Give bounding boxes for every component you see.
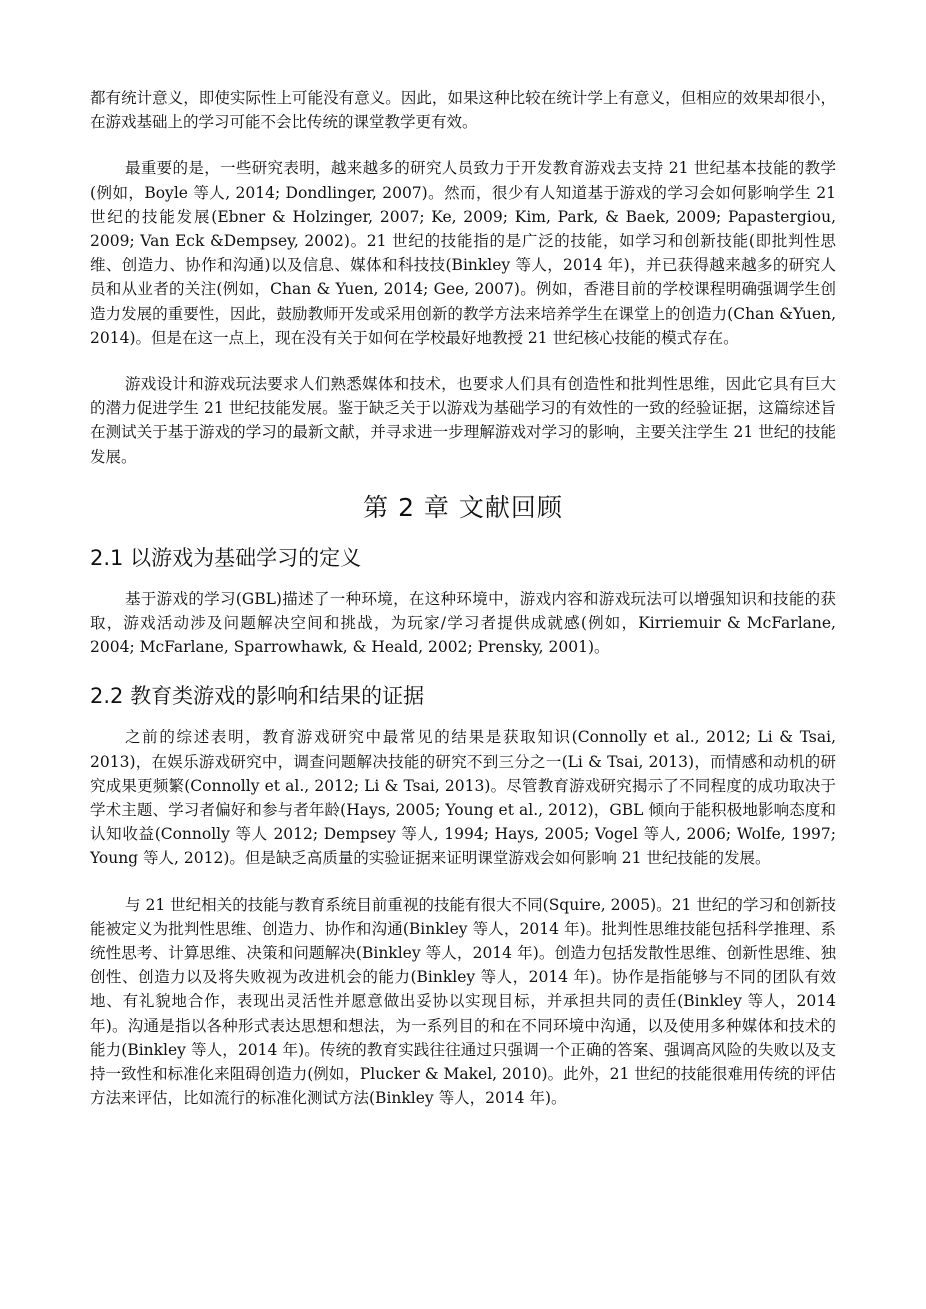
paragraph-prior-reviews: 之前的综述表明，教育游戏研究中最常见的结果是获取知识(Connolly et al., 2012; Li & Tsai, 2013)，在娱乐游戏研究中，调查问题解决技能的研究不到三分之一(Li & Tsai, 2013)，而情感和动机的研究成果更频繁(Connolly et al., 2012; Li & Tsai, 2013)。尽管教育游戏研究揭示了不同程度的成功取决于学术主题、学习者偏好和参与者年龄(Hays, 2005; Young et al., 2012)，GBL 倾向于能积极地影响态度和认知收益(Connolly 等人 2012; Dempsey 等人, 1994; Hays, 2005; Vogel 等人, 2006; Wolfe, 1997; Young 等人, 2012)。但是缺乏高质量的实验证据来证明课堂游戏会如何影响 21 世纪技能的发展。 — [90, 728, 836, 868]
section-heading-2-1: 2.1 以游戏为基础学习的定义 — [90, 545, 362, 570]
document-page — [90, 86, 836, 1111]
paragraph-21st-century-skills: 最重要的是，一些研究表明，越来越多的研究人员致力于开发教育游戏去支持 21 世纪基本技能的教学(例如，Boyle 等人, 2014; Dondlinger, 2007)。然而，很少有人知道基于游戏的学习会如何影响学生 21 世纪的技能发展(Ebner & Holzinger, 2007; Ke, 2009; Kim, Park, & Baek, 2009; Papastergiou, 2009; Van Eck &Dempsey, 2002)。21 世纪的技能指的是广泛的技能，如学习和创新技能(即批判性思维、创造力、协作和沟通)以及信息、媒体和科技技(Binkley 等人，2014 年)，并已获得越来越多的研究人员和从业者的关注(例如，Chan & Yuen, 2014; Gee, 2007)。例如，香港目前的学校课程明确强调学生创造力发展的重要性，因此，鼓励教师开发或采用创新的教学方法来培养学生在课堂上的创造力(Chan &Yuen, 2014)。但是在这一点上，现在没有关于如何在学校最好地教授 21 世纪核心技能的模式存在。 — [90, 159, 836, 347]
continued-paragraph: 都有统计意义，即使实际性上可能没有意义。因此，如果这种比较在统计学上有意义，但相应的效果却很小，在游戏基础上的学习可能不会比传统的课堂教学更有效。 — [90, 89, 836, 132]
paragraph-gbl-definition: 基于游戏的学习(GBL)描述了一种环境，在这种环境中，游戏内容和游戏玩法可以增强知识和技能的获取，游戏活动涉及问题解决空间和挑战，为玩家/学习者提供成就感(例如，Kirriemuir & McFarlane, 2004; McFarlane, Sparrowhawk, & Heald, 2002; Prensky, 2001)。 — [90, 589, 836, 657]
paragraph-game-design-potential: 游戏设计和游戏玩法要求人们熟悉媒体和技术，也要求人们具有创造性和批判性思维，因此它具有巨大的潜力促进学生 21 世纪技能发展。鉴于缺乏关于以游戏为基础学习的有效性的一致的经验证据，这篇综述旨在测试关于基于游戏的学习的最新文献，并寻求进一步理解游戏对学习的影响，主要关注学生 21 世纪的技能发展。 — [90, 375, 836, 466]
paragraph-21st-century-definitions: 与 21 世纪相关的技能与教育系统目前重视的技能有很大不同(Squire, 2005)。21 世纪的学习和创新技能被定义为批判性思维、创造力、协作和沟通(Binkley 等人，2014 年)。批判性思维技能包括科学推理、系统性思考、计算思维、决策和问题解决(Binkley 等人，2014 年)。创造力包括发散性思维、创新性思维、独创性、创造力以及将失败视为改进机会的能力(Binkley 等人，2014 年)。协作是指能够与不同的团队有效地、有礼貌地合作，表现出灵活性并愿意做出妥协以实现目标，并承担共同的责任(Binkley 等人，2014 年)。沟通是指以各种形式表达思想和想法，为一系列目的和在不同环境中沟通，以及使用多种媒体和技术的能力(Binkley 等人，2014 年)。传统的教育实践往往通过只强调一个正确的答案、强调高风险的失败以及支持一致性和标准化来阻碍创造力(例如，Plucker & Makel, 2010)。此外，21 世纪的技能很难用传统的评估方法来评估，比如流行的标准化测试方法(Binkley 等人，2014 年)。 — [90, 895, 836, 1108]
chapter-title: 第 2 章 文献回顾 — [363, 492, 563, 522]
section-heading-2-2: 2.2 教育类游戏的影响和结果的证据 — [90, 684, 425, 709]
